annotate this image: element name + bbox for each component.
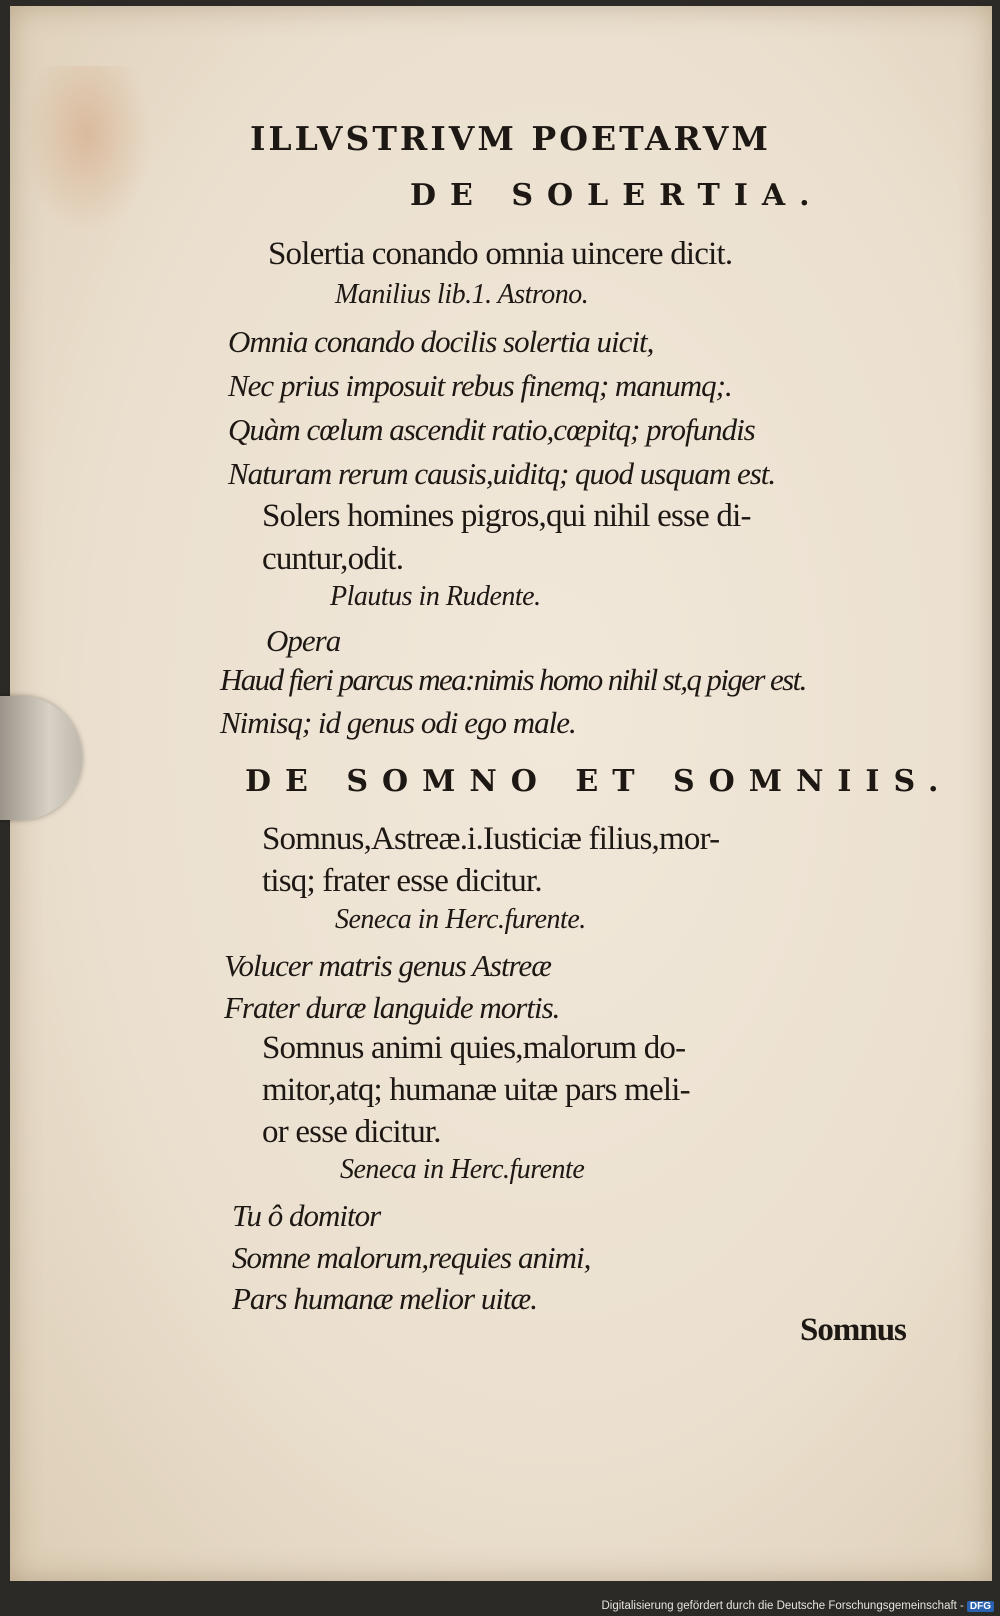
credit-text: Digitalisierung gefördert durch die Deutsche Forschungsgemeinschaft -: [601, 1600, 964, 1612]
paper-stain: [22, 66, 152, 236]
source-citation: Manilius lib.1. Astrono.: [335, 279, 589, 310]
prose-line: Somnus,Astreæ.i.Iusticiæ filius,mor-: [262, 821, 720, 857]
verse-line: Quàm cœlum ascendit ratio,cœpitq; profundis: [228, 412, 755, 447]
verse-line: Somne malorum,requies animi,: [232, 1240, 591, 1275]
prose-line: mitor,atq; humanæ uitæ pars meli-: [262, 1072, 690, 1108]
prose-line: cuntur,odit.: [262, 541, 404, 577]
verse-line: Frater duræ languide mortis.: [224, 990, 560, 1025]
section-title: DE SOMNO ET SOMNIIS.: [245, 764, 953, 799]
source-citation: Seneca in Herc.furente.: [335, 904, 586, 935]
verse-line: Nimisq; id genus odi ego male.: [220, 705, 576, 740]
prose-line: Solers homines pigros,qui nihil esse di-: [262, 498, 751, 534]
section-title: DE SOLERTIA.: [410, 178, 824, 213]
dfg-logo: DFG: [967, 1601, 994, 1612]
verse-line: Volucer matris genus Astreæ: [224, 948, 551, 983]
running-head: ILLVSTRIVM POETARVM: [250, 119, 771, 158]
verse-line: Nec prius imposuit rebus finemq; manumq;.: [228, 368, 732, 403]
prose-line: or esse dicitur.: [262, 1114, 441, 1150]
digitization-credit: [601, 1600, 994, 1612]
page-clip: [0, 696, 82, 820]
prose-line: Somnus animi quies,malorum do-: [262, 1030, 686, 1066]
verse-line: Tu ô domitor: [232, 1198, 381, 1233]
source-citation: Seneca in Herc.furente: [340, 1154, 585, 1185]
verse-line: Naturam rerum causis,uiditq; quod usquam est.: [228, 456, 776, 491]
source-citation: Plautus in Rudente.: [330, 581, 541, 612]
prose-line: tisq; frater esse dicitur.: [262, 863, 542, 899]
verse-line: Omnia conando docilis solertia uicit,: [228, 324, 654, 359]
verse-line: Haud fieri parcus mea:nimis homo nihil st,q piger est.: [220, 662, 806, 697]
verse-line: Pars humanæ melior uitæ.: [232, 1281, 537, 1316]
verse-line: Opera: [266, 623, 341, 658]
book-page: [10, 6, 992, 1581]
prose-line: Solertia conando omnia uincere dicit.: [268, 236, 733, 272]
catchword: Somnus: [800, 1312, 906, 1348]
